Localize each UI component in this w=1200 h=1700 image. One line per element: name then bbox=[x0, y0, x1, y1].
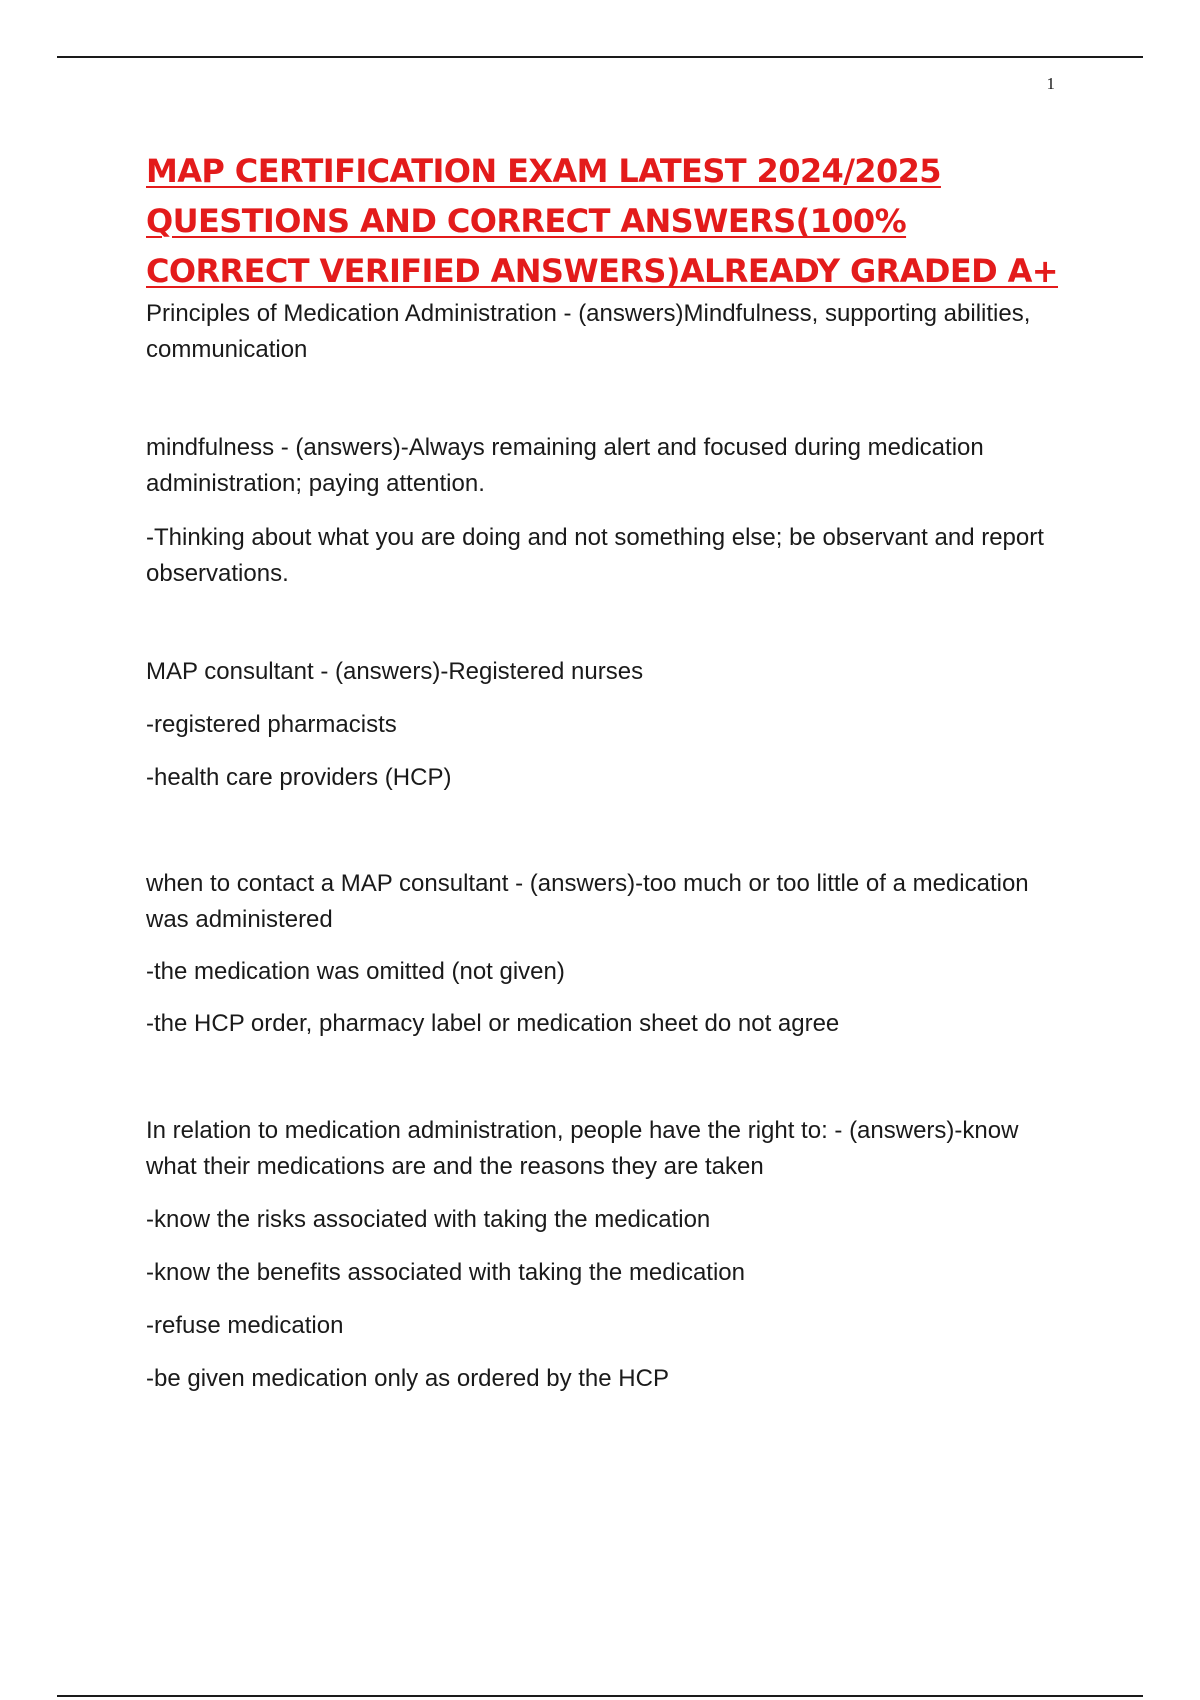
header-rule bbox=[57, 56, 1143, 58]
qa-detail: -health care providers (HCP) bbox=[146, 764, 452, 791]
qa-block-contact-consultant bbox=[146, 866, 1066, 1042]
qa-item: Principles of Medication Administration - (answers)Mindfulness, supporting abilities, communication bbox=[146, 300, 1031, 363]
document-body bbox=[146, 146, 1066, 1397]
footer-rule bbox=[57, 1695, 1143, 1697]
qa-block-map-consultant bbox=[146, 654, 1066, 796]
qa-detail: -know the risks associated with taking the medication bbox=[146, 1206, 711, 1233]
qa-detail: -be given medication only as ordered by the HCP bbox=[146, 1365, 669, 1392]
qa-detail: -Thinking about what you are doing and not something else; be observant and report observations. bbox=[146, 524, 1044, 587]
qa-item: MAP consultant - (answers)-Registered nurses bbox=[146, 658, 644, 685]
document-title: MAP CERTIFICATION EXAM LATEST 2024/2025 QUESTIONS AND CORRECT ANSWERS(100% CORRECT VERIFIED ANSWERS)ALREADY GRADED A+ bbox=[146, 152, 1058, 290]
page-number: 1 bbox=[1046, 74, 1055, 93]
qa-detail: -the medication was omitted (not given) bbox=[146, 958, 565, 985]
qa-block-principles bbox=[146, 296, 1066, 368]
qa-item: In relation to medication administration, people have the right to: - (answers)-know what their medications are and the reasons they are taken bbox=[146, 1117, 1019, 1180]
qa-detail: -know the benefits associated with taking the medication bbox=[146, 1259, 746, 1286]
qa-item: when to contact a MAP consultant - (answers)-too much or too little of a medication was administered bbox=[146, 870, 1029, 933]
qa-block-rights bbox=[146, 1113, 1066, 1397]
qa-detail: -registered pharmacists bbox=[146, 711, 397, 738]
qa-detail: -the HCP order, pharmacy label or medication sheet do not agree bbox=[146, 1010, 840, 1037]
qa-block-mindfulness bbox=[146, 430, 1066, 592]
qa-item: mindfulness - (answers)-Always remaining alert and focused during medication administration; paying attention. bbox=[146, 434, 984, 497]
qa-detail: -refuse medication bbox=[146, 1312, 344, 1339]
